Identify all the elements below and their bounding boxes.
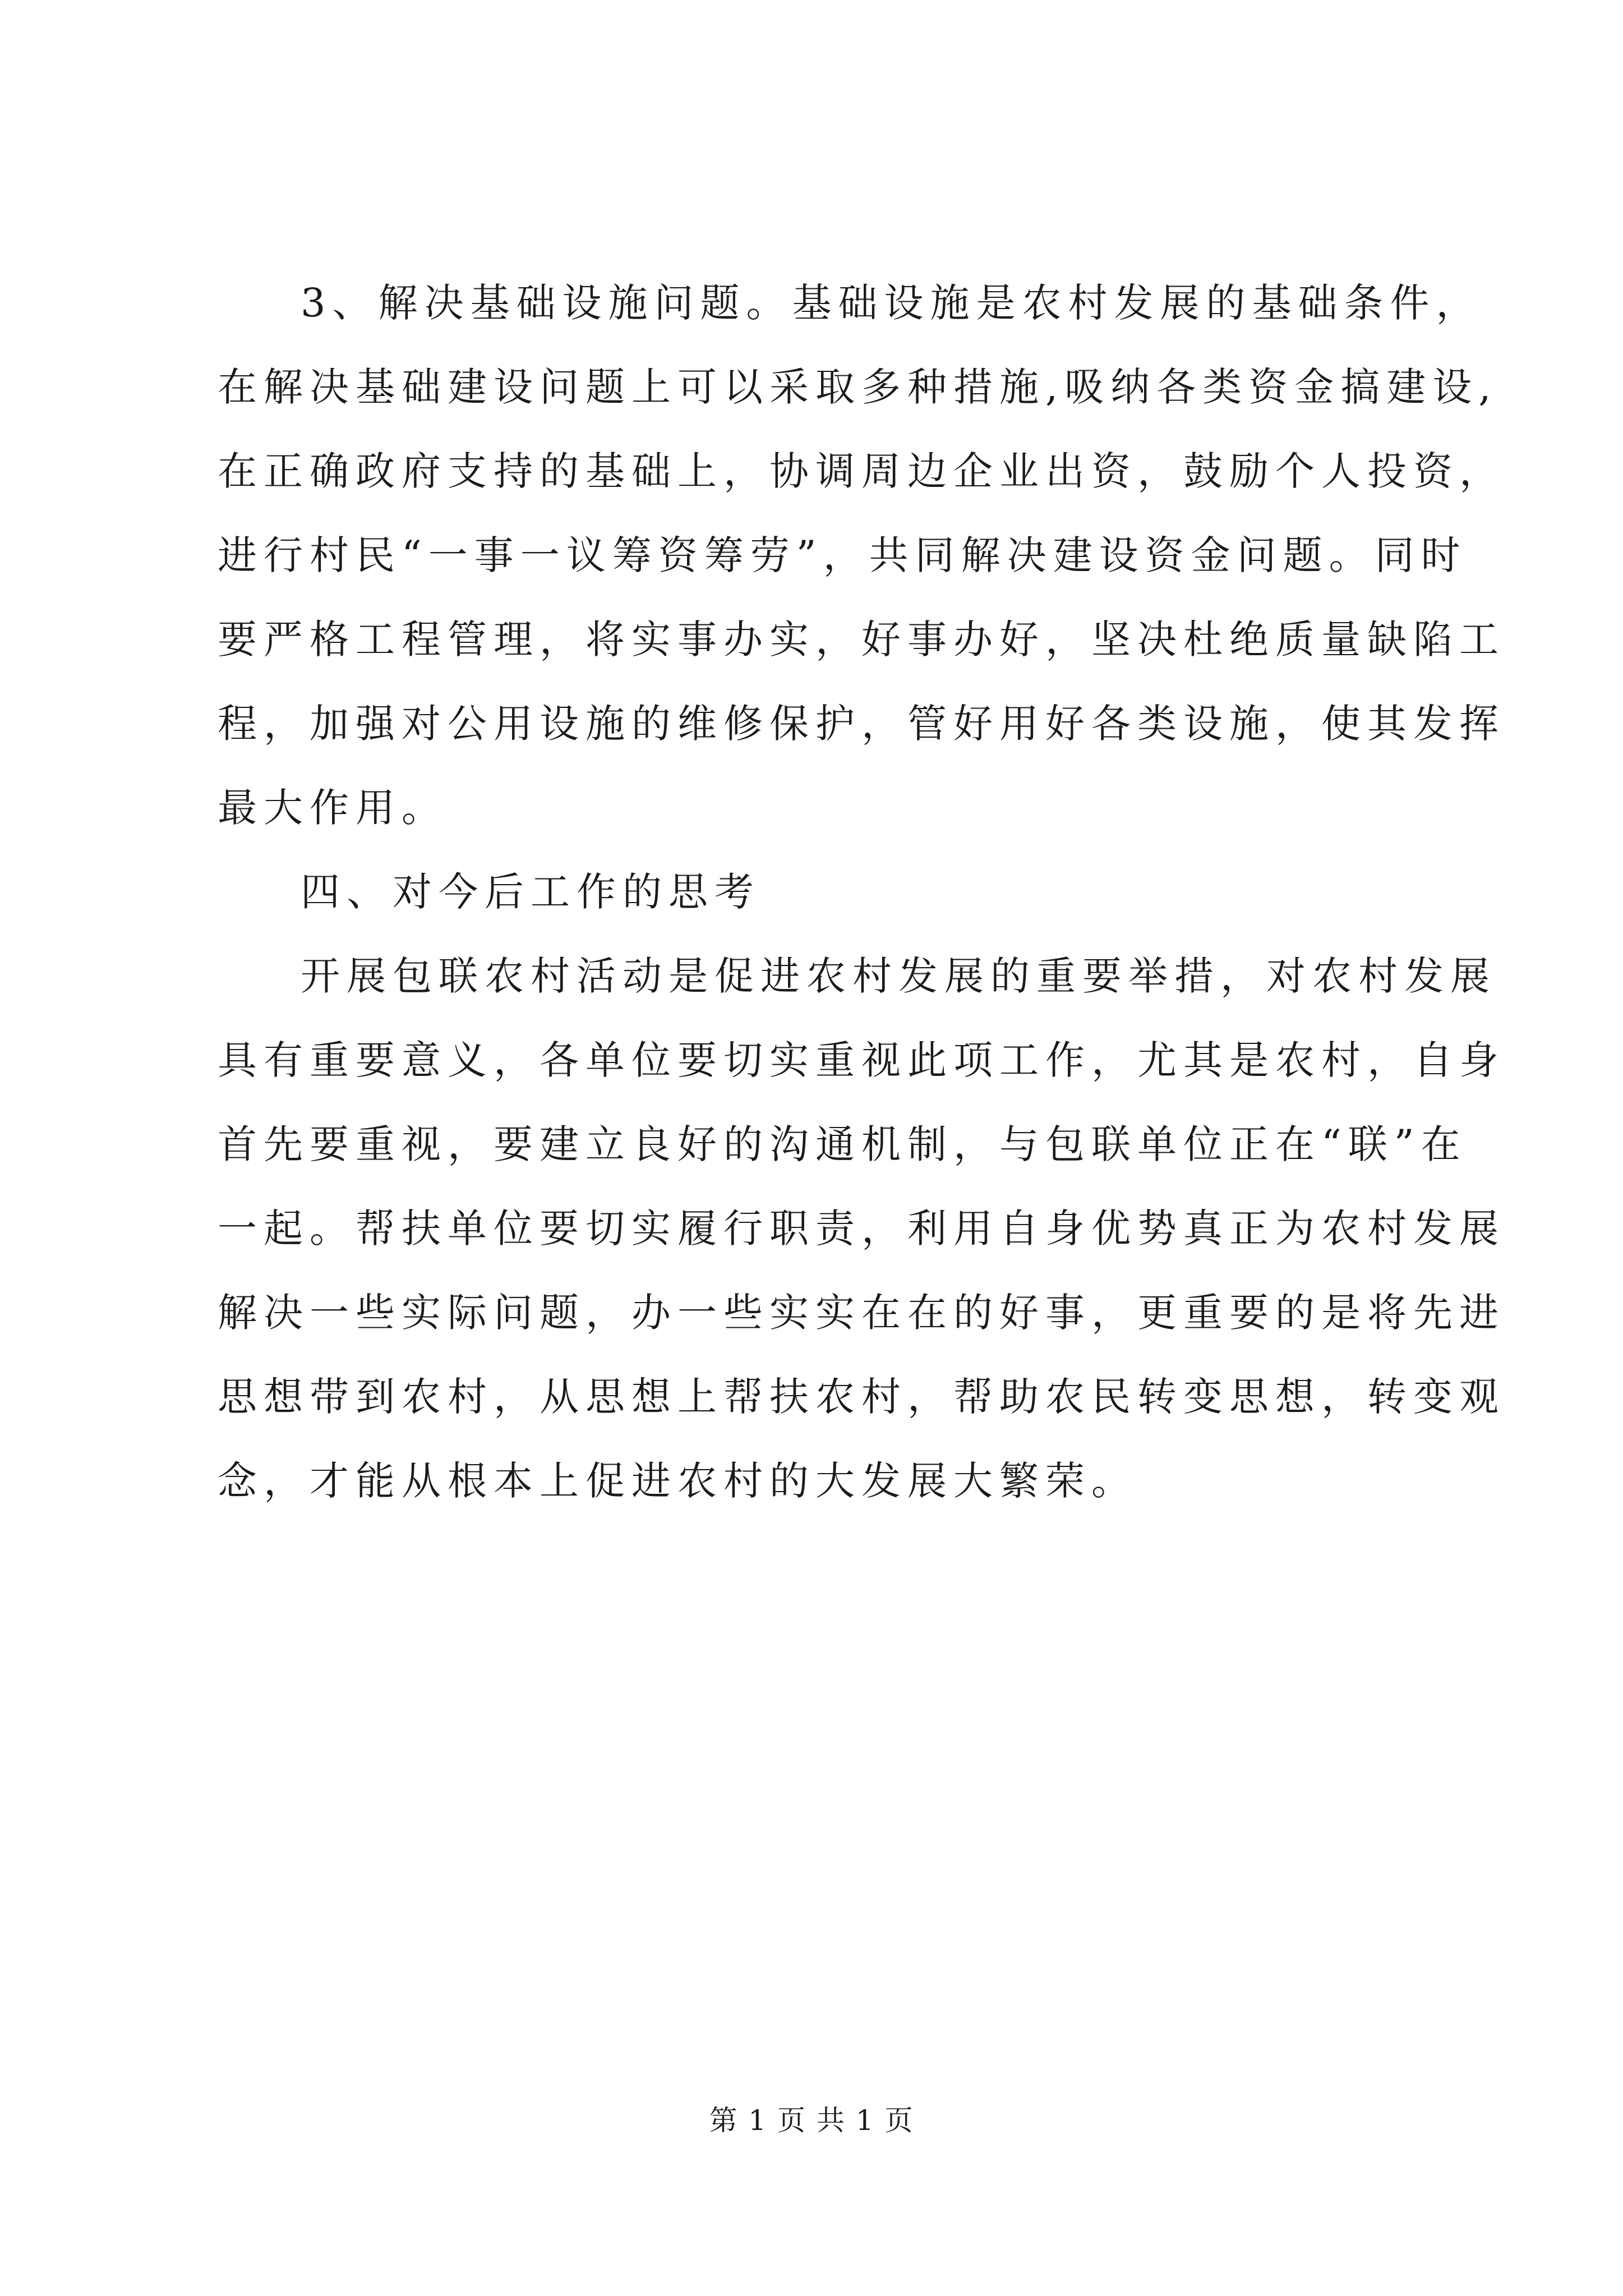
paragraph-line: 一起。帮扶单位要切实履行职责，利用自身优势真正为农村发展 bbox=[218, 1205, 1505, 1251]
section-heading: 四、对今后工作的思考 bbox=[301, 869, 760, 915]
paragraph-line: 在正确政府支持的基础上，协调周边企业出资，鼓励个人投资， bbox=[218, 448, 1505, 494]
paragraph-line: 要严格工程管理，将实事办实，好事办好，坚决杜绝质量缺陷工 bbox=[218, 616, 1505, 662]
paragraph-line: 开展包联农村活动是促进农村发展的重要举措，对农村发展 bbox=[301, 953, 1496, 999]
paragraph-line: 具有重要意义，各单位要切实重视此项工作，尤其是农村，自身 bbox=[218, 1037, 1505, 1083]
paragraph-line: 念，才能从根本上促进农村的大发展大繁荣。 bbox=[218, 1458, 1137, 1504]
paragraph-line: 最大作用。 bbox=[218, 785, 448, 831]
paragraph-line: 在解决基础建设问题上可以采取多种措施,吸纳各类资金搞建设, bbox=[218, 364, 1498, 410]
paragraph-line: 进行村民“一事一议筹资筹劳”，共同解决建设资金问题。同时 bbox=[218, 532, 1467, 578]
paragraph-line: 首先要重视，要建立良好的沟通机制，与包联单位正在“联”在 bbox=[218, 1121, 1467, 1167]
page-number-footer: 第 1 页 共 1 页 bbox=[709, 2104, 914, 2137]
paragraph-line: 程，加强对公用设施的维修保护，管好用好各类设施，使其发挥 bbox=[218, 701, 1505, 747]
paragraph-line: 思想带到农村，从思想上帮扶农村，帮助农民转变思想，转变观 bbox=[218, 1374, 1505, 1420]
paragraph-line: 解决一些实际问题，办一些实实在在的好事，更重要的是将先进 bbox=[218, 1290, 1505, 1336]
document-body bbox=[218, 261, 1505, 1523]
paragraph-line: 3、解决基础设施问题。基础设施是农村发展的基础条件， bbox=[301, 280, 1482, 326]
